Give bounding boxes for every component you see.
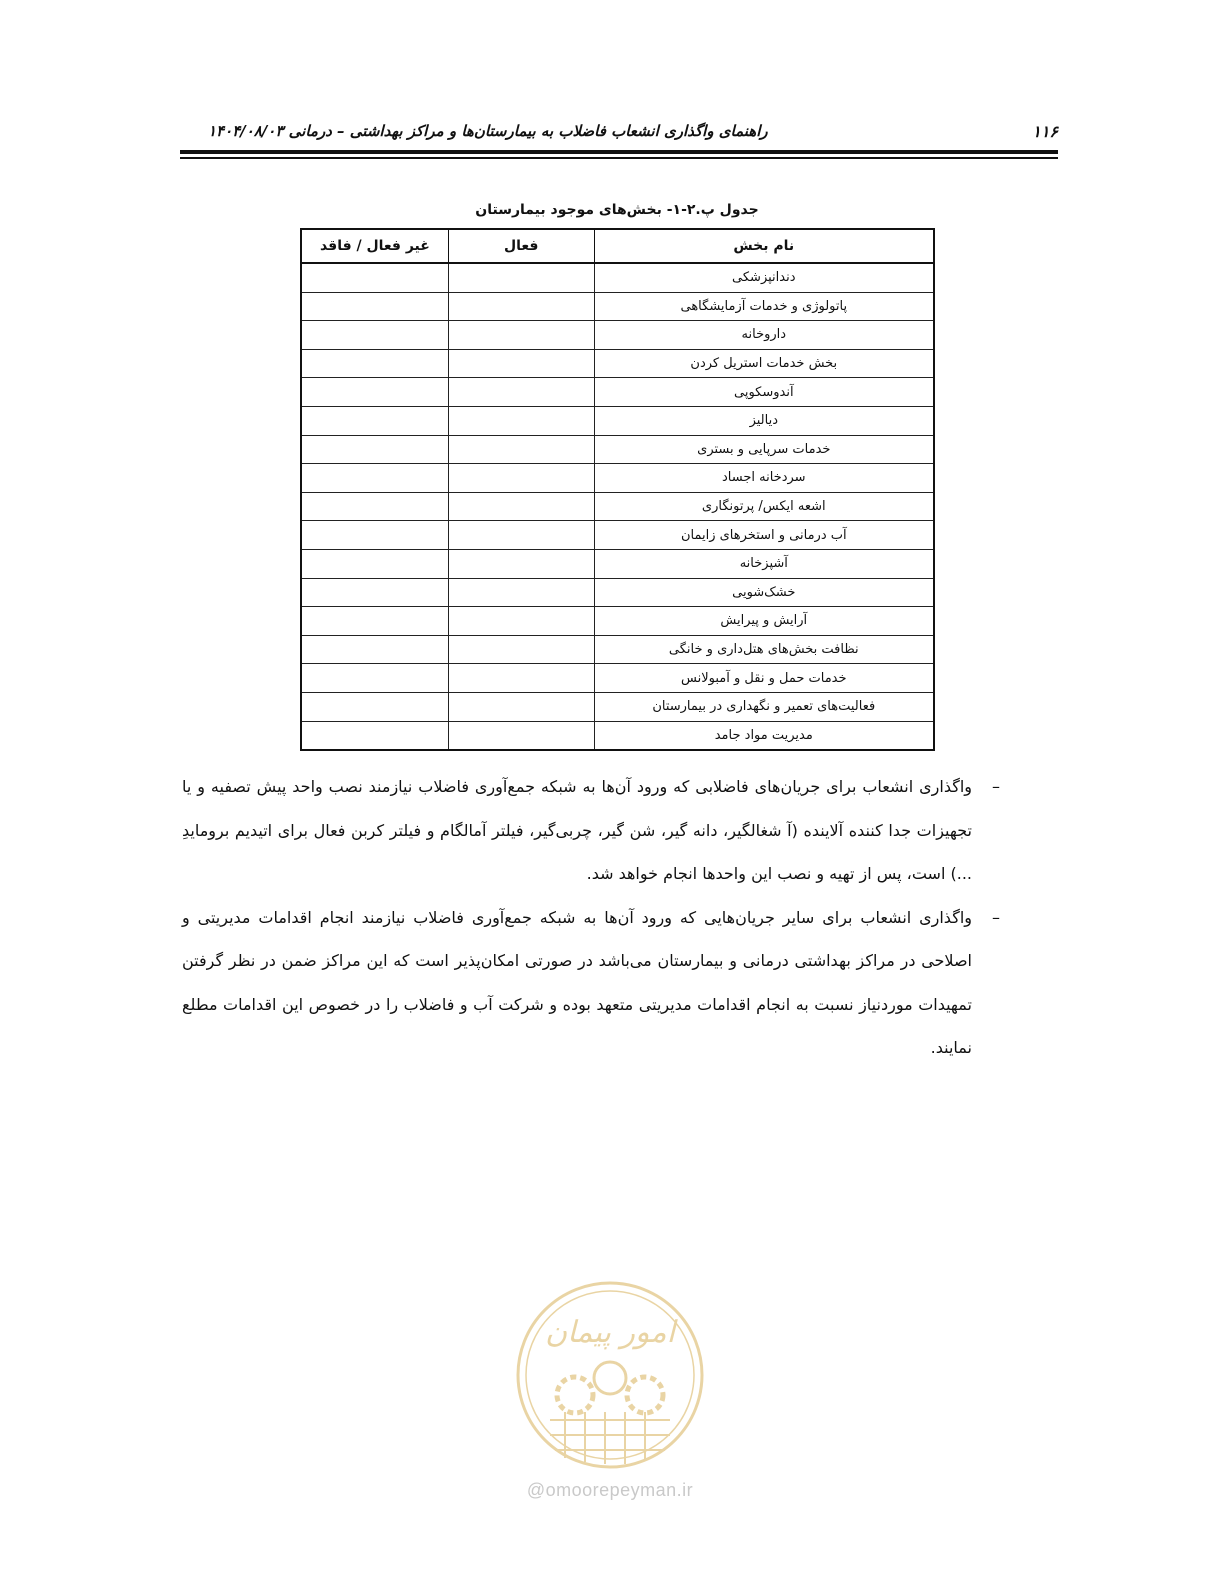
department-name-cell: آندوسکوپی — [594, 378, 934, 407]
department-name-cell: آب درمانی و استخرهای زایمان — [594, 521, 934, 550]
inactive-cell — [301, 492, 448, 521]
table-row — [301, 263, 934, 292]
header-rule-thin — [180, 157, 1058, 159]
inactive-cell — [301, 406, 448, 435]
body-text — [182, 765, 1000, 1070]
paragraph-text: واگذاری انشعاب برای سایر جریان‌هایی که ورود آن‌ها به شبکه جمع‌آوری فاضلاب نیازمند انجام اقدامات مدیریتی و اصلاحی در مراکز بهداشتی درمانی و بیمارستان می‌باشد در صورتی امکان‌پذیر است که این مراکز ضمن در نظر گرفتن تمهیدات موردنیاز نسبت به انجام اقدامات مدیریتی متعهد بوده و شرکت آب و فاضلاب را در خصوص این اقدامات مطلع نمایند. — [182, 907, 972, 1057]
table-body — [301, 263, 934, 750]
inactive-cell — [301, 635, 448, 664]
active-cell — [448, 549, 594, 578]
column-header-active: فعال — [448, 229, 594, 263]
inactive-cell — [301, 378, 448, 407]
header-rule-thick — [180, 150, 1058, 154]
inactive-cell — [301, 578, 448, 607]
table-row — [301, 521, 934, 550]
table-row — [301, 349, 934, 378]
bullet-dash: – — [992, 777, 1000, 796]
department-name-cell: بخش خدمات استریل کردن — [594, 349, 934, 378]
inactive-cell — [301, 292, 448, 321]
active-cell — [448, 521, 594, 550]
department-name-cell: دیالیز — [594, 406, 934, 435]
active-cell — [448, 263, 594, 292]
gear-icon — [557, 1377, 593, 1413]
emblem-icon — [594, 1362, 626, 1394]
departments-table — [300, 228, 935, 751]
running-title — [180, 122, 768, 140]
watermark-logo — [505, 1270, 715, 1500]
inactive-cell — [301, 549, 448, 578]
table-row — [301, 664, 934, 693]
table-caption: جدول پ.۲-۱- بخش‌های موجود بیمارستان — [475, 202, 759, 218]
column-header-inactive: غیر فعال / فاقد — [301, 229, 448, 263]
table-row — [301, 435, 934, 464]
watermark-logo-text: امور پیمان — [545, 1315, 675, 1350]
active-cell — [448, 406, 594, 435]
watermark-ring — [518, 1283, 702, 1467]
active-cell — [448, 349, 594, 378]
department-name-cell: داروخانه — [594, 321, 934, 350]
document-date: ۱۴۰۴/۰۸/۰۳ — [208, 122, 284, 140]
table-row — [301, 607, 934, 636]
table-row — [301, 721, 934, 750]
department-name-cell: آشپزخانه — [594, 549, 934, 578]
bullet-paragraph — [182, 765, 1000, 896]
active-cell — [448, 664, 594, 693]
department-name-cell: نظافت بخش‌های هتل‌داری و خانگی — [594, 635, 934, 664]
department-name-cell: خشک‌شویی — [594, 578, 934, 607]
page-number: ۱۱۶ — [1032, 122, 1058, 141]
table-row — [301, 492, 934, 521]
inactive-cell — [301, 521, 448, 550]
table-row — [301, 635, 934, 664]
table-row — [301, 549, 934, 578]
table-row — [301, 578, 934, 607]
inactive-cell — [301, 692, 448, 721]
active-cell — [448, 492, 594, 521]
table-row — [301, 406, 934, 435]
active-cell — [448, 607, 594, 636]
inactive-cell — [301, 721, 448, 750]
bullet-paragraph — [182, 896, 1000, 1070]
inactive-cell — [301, 664, 448, 693]
department-name-cell: خدمات سرپایی و بستری — [594, 435, 934, 464]
department-name-cell: دندانپزشکی — [594, 263, 934, 292]
inactive-cell — [301, 464, 448, 493]
page-header — [180, 118, 1058, 148]
active-cell — [448, 321, 594, 350]
active-cell — [448, 578, 594, 607]
table-header-row — [301, 229, 934, 263]
active-cell — [448, 692, 594, 721]
table-row — [301, 321, 934, 350]
active-cell — [448, 635, 594, 664]
active-cell — [448, 292, 594, 321]
department-name-cell: مدیریت مواد جامد — [594, 721, 934, 750]
active-cell — [448, 464, 594, 493]
department-name-cell: خدمات حمل و نقل و آمبولانس — [594, 664, 934, 693]
table-row — [301, 292, 934, 321]
table-row — [301, 464, 934, 493]
bullet-dash: – — [992, 907, 1000, 927]
inactive-cell — [301, 349, 448, 378]
watermark-url: @omoorepeyman.ir — [526, 1480, 694, 1500]
column-header-name: نام بخش — [594, 229, 934, 263]
table-row — [301, 692, 934, 721]
active-cell — [448, 721, 594, 750]
department-name-cell: پاتولوژی و خدمات آزمایشگاهی — [594, 292, 934, 321]
active-cell — [448, 378, 594, 407]
inactive-cell — [301, 263, 448, 292]
department-name-cell: آرایش و پیرایش — [594, 607, 934, 636]
inactive-cell — [301, 607, 448, 636]
department-name-cell: سردخانه اجساد — [594, 464, 934, 493]
document-title: راهنمای واگذاری انشعاب فاضلاب به بیمارستان‌ها و مراکز بهداشتی – درمانی — [288, 122, 768, 140]
department-name-cell: فعالیت‌های تعمیر و نگهداری در بیمارستان — [594, 692, 934, 721]
inactive-cell — [301, 321, 448, 350]
gear-icon — [627, 1377, 663, 1413]
inactive-cell — [301, 435, 448, 464]
active-cell — [448, 435, 594, 464]
table-row — [301, 378, 934, 407]
paragraph-text: واگذاری انشعاب برای جریان‌های فاضلابی که ورود آن‌ها به شبکه جمع‌آوری فاضلاب نیازمند نصب واحد پیش تصفیه و یا تجهیزات جدا کننده آلاینده (آ شغالگیر، دانه گیر، شن گیر، چربی‌گیر، فیلتر آمالگام و فیلتر کربن فعال برای اتیدیم برومایدِ ...) است، پس از تهیه و نصب این واحدها انجام خواهد شد. — [182, 777, 972, 883]
department-name-cell: اشعه ایکس/ پرتونگاری — [594, 492, 934, 521]
